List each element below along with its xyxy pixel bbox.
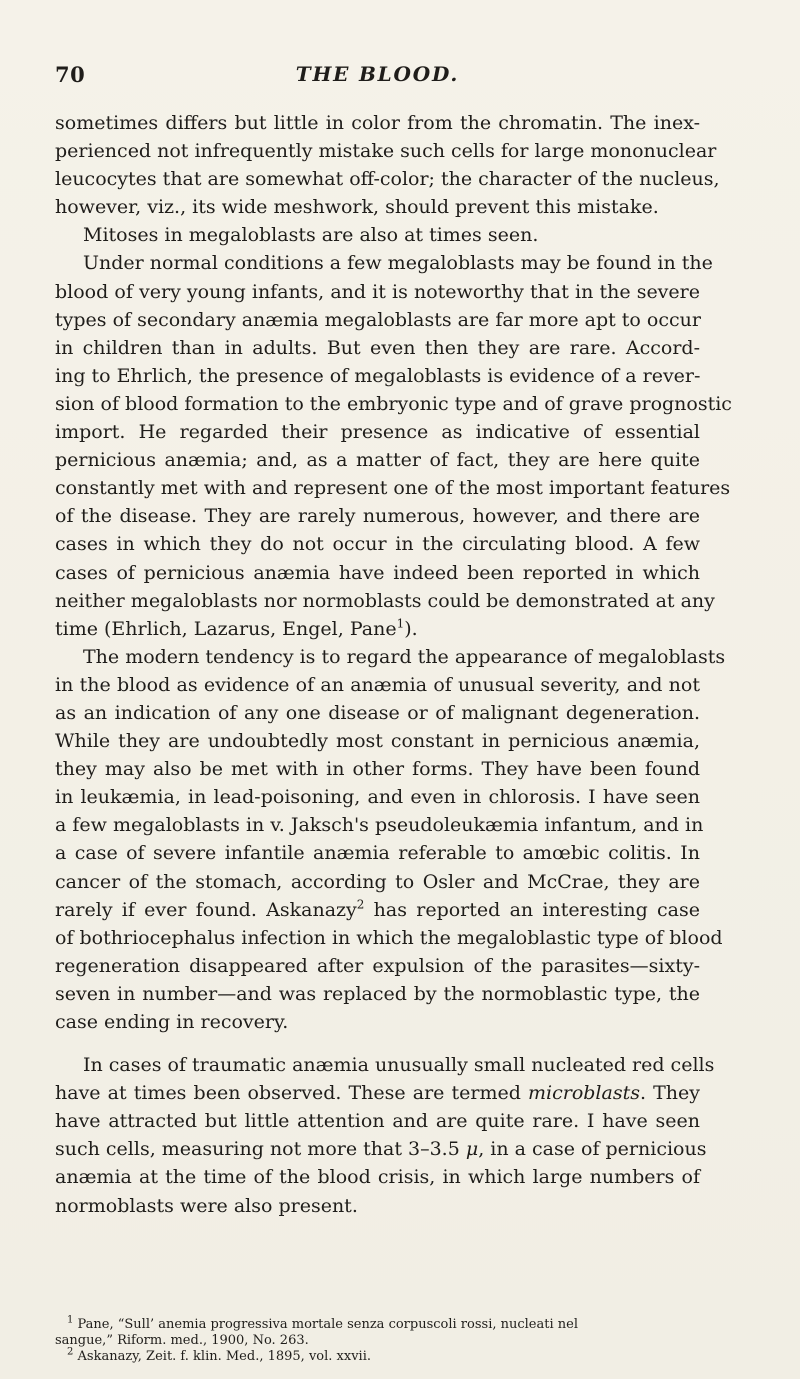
text-line: Mitoses in megaloblasts are also at times seen. — [83, 224, 539, 247]
footnote-number: 1 — [67, 1314, 74, 1326]
micron-symbol: μ — [465, 1138, 479, 1161]
text-run: have at times been observed. These are termed — [55, 1082, 528, 1105]
text-line: sometimes differs but little in color from the chromatin. The inex- — [55, 112, 700, 134]
footnote-2 — [55, 1346, 700, 1365]
text-line: import. He regarded their presence as indicative of essential — [55, 421, 700, 444]
text-line: of the disease. They are rarely numerous, however, and there are — [55, 505, 700, 528]
footnote-ref-1: 1 — [396, 616, 405, 631]
text-line: neither megaloblasts nor normoblasts could be demonstrated at any — [55, 589, 715, 612]
text-line: in the blood as evidence of an anæmia of unusual severity, and not — [55, 673, 700, 696]
text-line: blood of very young infants, and it is noteworthy that in the severe — [55, 280, 700, 303]
running-head: THE BLOOD. — [295, 62, 460, 86]
footnote-text: Pane, “Sull’ anemia progressiva mortale senza corpuscoli rossi, nucleati nel — [77, 1317, 578, 1332]
text-line: anæmia at the time of the blood crisis, in which large numbers of — [55, 1166, 700, 1189]
text-line: regeneration disappeared after expulsion of the parasites—sixty- — [55, 954, 700, 977]
page-number: 70 — [55, 62, 86, 87]
footnote-text: Askanazy, Zeit. f. klin. Med., 1895, vol. xxvii. — [77, 1349, 371, 1364]
text-run: rarely if ever found. Askanazy — [55, 898, 357, 921]
text-run: such cells, measuring not more that 3–3.5 — [55, 1138, 466, 1161]
text-line: a case of severe infantile anæmia referable to amœbic colitis. In — [55, 842, 700, 865]
text-line — [55, 615, 700, 643]
text-line: leucocytes that are somewhat off-color; the character of the nucleus, — [55, 168, 720, 191]
text-line — [55, 896, 700, 924]
text-line: perienced not infrequently mistake such cells for large mononuclear — [55, 140, 717, 163]
text-run: has reported an interesting case — [364, 898, 700, 921]
text-line — [55, 1135, 707, 1163]
text-run: , in a case of pernicious — [478, 1138, 707, 1161]
italic-term: microblasts — [528, 1082, 640, 1105]
text-line: seven in number—and was replaced by the normoblastic type, the — [55, 982, 700, 1005]
text-line: however, viz., its wide meshwork, should prevent this mistake. — [55, 196, 659, 219]
footnote-number: 2 — [67, 1346, 74, 1358]
text-line: in children than in adults. But even then they are rare. Accord- — [55, 336, 700, 359]
text-line: Under normal conditions a few megaloblasts may be found in the — [83, 252, 713, 275]
page-header — [55, 62, 700, 96]
text-line: case ending in recovery. — [55, 1011, 289, 1033]
text-line — [55, 1079, 700, 1107]
text-line: in leukæmia, in lead-poisoning, and even in chlorosis. I have seen — [55, 786, 700, 809]
text-line: normoblasts were also present. — [55, 1194, 358, 1217]
text-line: they may also be met with in other forms. They have been found — [55, 758, 700, 781]
footnote-ref-2: 2 — [356, 897, 365, 912]
text-run: ). — [404, 617, 418, 640]
footnotes — [55, 1314, 700, 1365]
text-line: cancer of the stomach, according to Osler and McCrae, they are — [55, 870, 700, 893]
text-run: time (Ehrlich, Lazarus, Engel, Pane — [55, 617, 397, 640]
text-line: In cases of traumatic anæmia unusually small nucleated red cells — [83, 1054, 715, 1077]
footnote-1 — [55, 1314, 700, 1333]
body-text — [55, 109, 732, 1220]
text-line: types of secondary anæmia megaloblasts are far more apt to occur — [55, 308, 701, 331]
text-line: The modern tendency is to regard the appearance of megaloblasts — [83, 645, 726, 668]
text-line: a few megaloblasts in v. Jaksch's pseudoleukæmia infantum, and in — [55, 814, 704, 837]
text-line: constantly met with and represent one of the most important features — [55, 477, 731, 500]
text-line: as an indication of any one disease or of malignant degeneration. — [55, 701, 700, 724]
text-line: sion of blood formation to the embryonic type and of grave prognostic — [55, 392, 732, 415]
text-line: have attracted but little attention and are quite rare. I have seen — [55, 1110, 700, 1133]
text-line: pernicious anæmia; and, as a matter of fact, they are here quite — [55, 449, 700, 472]
text-line: While they are undoubtedly most constant in pernicious anæmia, — [55, 730, 700, 753]
text-line: of bothriocephalus infection in which the megaloblastic type of blood — [55, 926, 723, 949]
footnote-1-continued: sangue,” Riform. med., 1900, No. 263. — [55, 1333, 309, 1348]
text-line: cases of pernicious anæmia have indeed been reported in which — [55, 561, 700, 584]
text-line: ing to Ehrlich, the presence of megaloblasts is evidence of a rever- — [55, 364, 701, 387]
text-line: cases in which they do not occur in the circulating blood. A few — [55, 533, 700, 556]
text-run: . They — [639, 1082, 700, 1105]
